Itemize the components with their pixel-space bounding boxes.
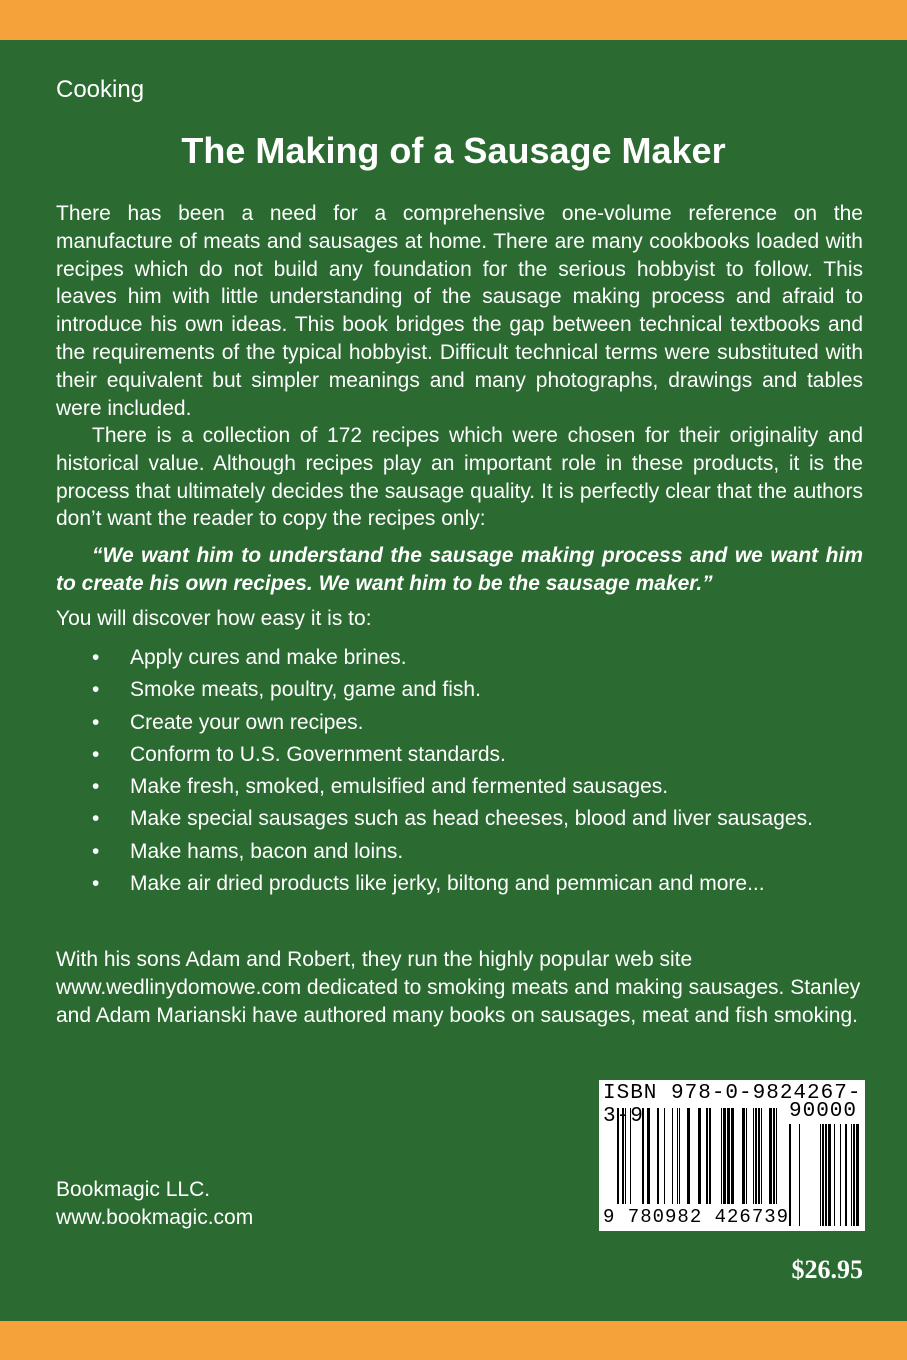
list-item: • Apply cures and make brines. [56,642,886,674]
back-cover [0,40,907,1321]
list-item: • Make special sausages such as head cheeses, blood and liver sausages. [56,803,886,835]
isbn-barcode [599,1080,865,1231]
barcode-digits: 9 780982 426739 [603,1206,790,1228]
list-item: • Smoke meats, poultry, game and fish. [56,674,886,706]
isbn-label: ISBN 978-0-9824267-3-9 [603,1082,862,1128]
book-title: The Making of a Sausage Maker [181,130,726,171]
bullet-icon: • [92,742,100,766]
publisher-block [56,1176,253,1232]
bullet-icon: • [92,775,100,799]
list-item: • Conform to U.S. Government standards. [56,739,886,771]
bullet-icon: • [92,710,100,734]
list-item: • Make air dried products like jerky, biltong and pemmican and more... [56,868,886,900]
author-bio: With his sons Adam and Robert, they run the highly popular web site www.wedlinydomowe.com dedicated to smoking meats and making sausages. Stanley and Adam Marianski have authored many books on sausages, meat and fish smoking. [56,948,861,1027]
bullet-intro: You will discover how easy it is to: [56,607,372,630]
bullet-icon: • [92,646,100,669]
publisher-name: Bookmagic LLC. [56,1178,211,1201]
category-label: Cooking [56,76,145,103]
feature-list [56,642,886,900]
bullet-icon: • [92,807,100,831]
list-item: • Make hams, bacon and loins. [56,836,886,868]
publisher-url: www.bookmagic.com [56,1205,254,1229]
list-item: • Make fresh, smoked, emulsified and fermented sausages. [56,771,886,803]
isbn-addon: 90000 [788,1100,857,1123]
bullet-icon: • [92,678,100,702]
description-paragraph-1: There has been a need for a comprehensive one-volume reference on the manufacture of meats and sausages at home. There are many cookbooks loaded with recipes which do not build any foundation for the serious hobbyist to follow. This leaves him with little understanding of the sausage making process and afraid to introduce his own ideas. This book bridges the gap between technical textbooks and the requirements of the typical hobbyist. Difficult technical terms were substituted with their equivalent but simpler meanings and many photographs, drawings and tables were included. [56,202,863,420]
bullet-icon: • [92,872,100,896]
price-label: $26.95 [791,1255,863,1284]
description-paragraph-2: There is a collection of 172 recipes which were chosen for their originality and historical value. Although recipes play an important role in these products, it is the process that ultimately decides the sausage quality. It is perfectly clear that the authors don’t want the reader to copy the recipes only: [56,424,863,531]
author-quote: “We want him to understand the sausage making process and we want him to create his own recipes. We want him to be the sausage maker.” [56,544,863,595]
list-item: • Create your own recipes. [56,707,886,739]
bullet-icon: • [92,839,100,863]
